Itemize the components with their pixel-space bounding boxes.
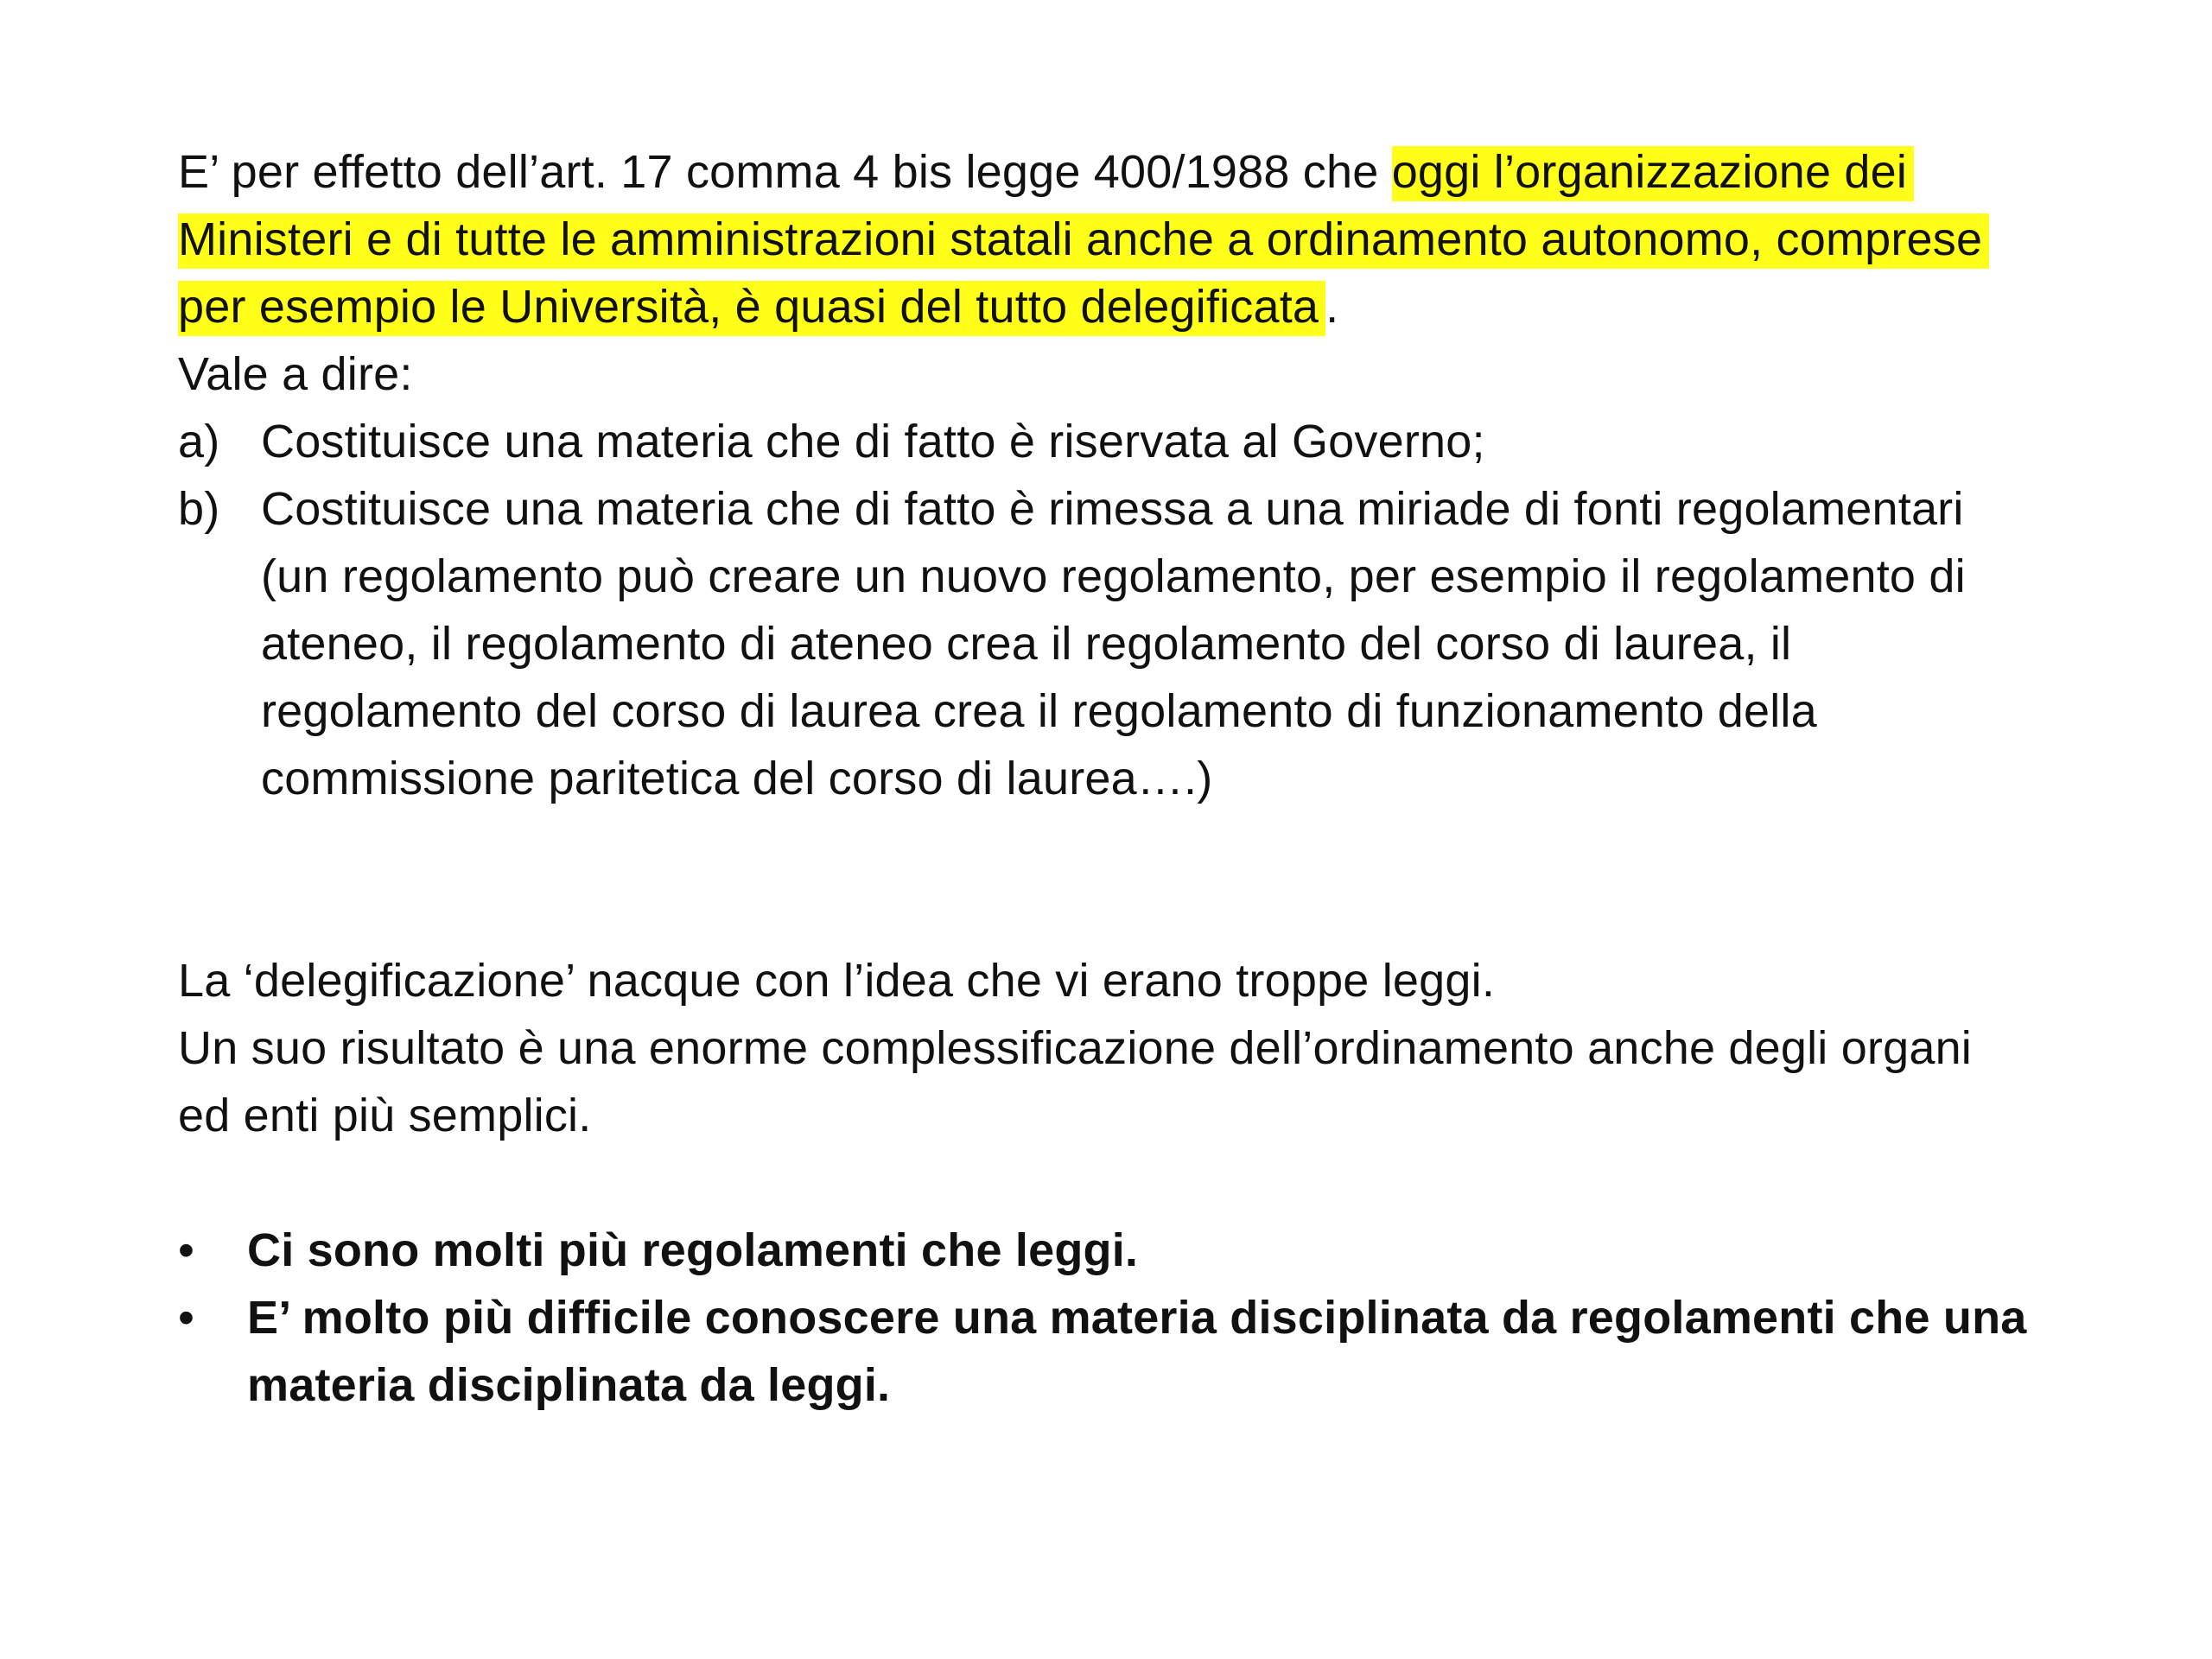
- bullet-list: [178, 1217, 2036, 1419]
- list-item-a-text: Costituisce una materia che di fatto è riservata al Governo;: [261, 416, 1485, 467]
- list-marker-a: a): [178, 416, 220, 467]
- bullet-text: Ci sono molti più regolamenti che leggi.: [247, 1224, 1139, 1276]
- bullet-text: E’ molto più difficile conoscere una materia disciplinata da regolamenti che una materia disciplinata da leggi.: [247, 1292, 2027, 1411]
- highlighted-text: oggi l’organizzazione dei Ministeri e di tutte le amministrazioni statali anche a ordinamento autonomo, comprese per esempio le Università, è quasi del tutto delegificata: [178, 146, 1989, 336]
- vale-a-dire-line: Vale a dire:: [178, 348, 413, 400]
- slide-body: [178, 138, 2036, 1419]
- list-item-b-text: Costituisce una materia che di fatto è rimessa a una miriade di fonti regolamentari (un regolamento può creare un nuovo regolamento, per esempio il regolamento di ateneo, il regolamento di ateneo crea il regolamento del corso di laurea, il regolamento del corso di laurea crea il regolamento di funzionamento della commissione paritetica del corso di laurea….): [261, 483, 1966, 804]
- list-item-b: [178, 475, 2036, 812]
- spacer: [178, 812, 2036, 947]
- bullet-icon: •: [178, 1224, 195, 1276]
- list-marker-b: b): [178, 483, 220, 535]
- delegificazione-line: La ‘delegificazione’ nacque con l’idea che vi erano troppe leggi.: [178, 955, 1496, 1007]
- bullet-icon: •: [178, 1292, 195, 1344]
- bullet-item: [178, 1217, 2036, 1284]
- spacer: [178, 1149, 2036, 1217]
- bullet-item: [178, 1284, 2036, 1419]
- intro-text: E’ per effetto dell’art. 17 comma 4 bis legge 400/1988 che: [178, 146, 1392, 198]
- risultato-paragraph: Un suo risultato è una enorme complessificazione dell’ordinamento anche degli organi ed enti più semplici.: [178, 1022, 1972, 1141]
- intro-paragraph: [178, 138, 2036, 340]
- lettered-list: [178, 408, 2036, 812]
- list-item-a: [178, 408, 2036, 475]
- intro-period: .: [1325, 281, 1339, 333]
